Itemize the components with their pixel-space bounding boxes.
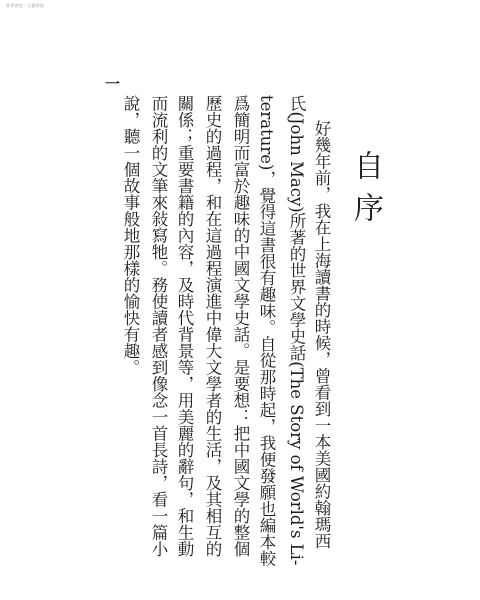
- page-title: 自序: [348, 150, 383, 234]
- page-number: 一: [103, 76, 121, 91]
- text-column: 關係；重要書籍的內容，及時代背景等，用美麗的辭句，和生動: [175, 95, 194, 557]
- text-column: 爲簡明而富於趣味的中國文學史話。是要想：把中國文學的整個: [231, 95, 250, 557]
- text-column: 好幾年前，我在上海讀書的時候，曾看到一本美國約翰瑪西: [312, 120, 331, 549]
- text-column: 歷史的過程，和在這過程演進中偉大文學者的生活，及其相互的: [203, 95, 222, 557]
- text-column: terature)，覺得這書很有趣味。自從那時起，我便發願也編本較: [257, 95, 276, 567]
- text-column: 而流利的文筆來敍寫牠。務使讀者感到像念一首長詩，看一篇小: [149, 95, 168, 557]
- scan-watermark: 書香書吧 · 古籍掃描: [6, 3, 45, 8]
- text-column: 說，聽一個故事般地那樣的愉快有趣。: [121, 95, 140, 376]
- text-column: 氏(John Macy)所著的世界文學史話(The Story of World's Li-: [287, 95, 306, 566]
